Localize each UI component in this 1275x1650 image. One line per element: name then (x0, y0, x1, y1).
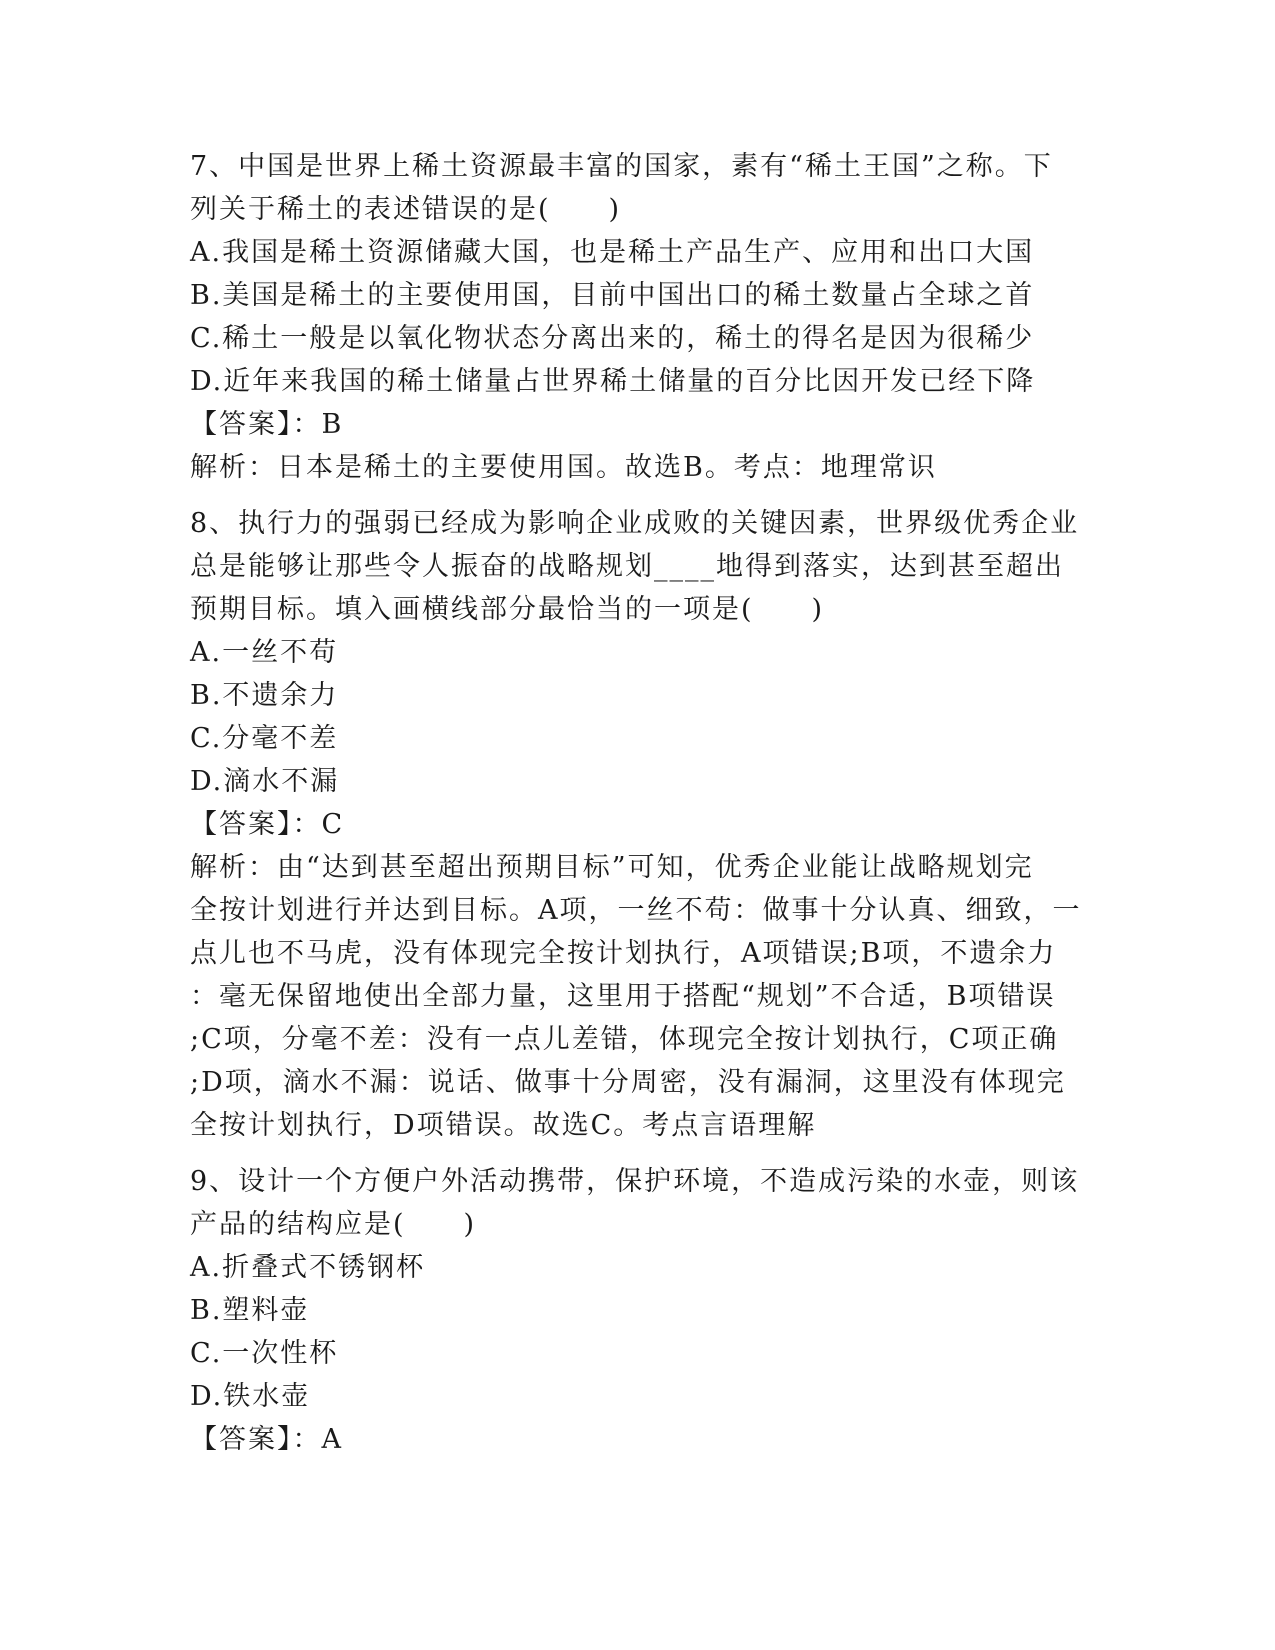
analysis-line: 点儿也不马虎，没有体现完全按计划执行，A项错误;B项，不遗余力 (190, 938, 1057, 969)
option-c: C.分毫不差 (190, 723, 339, 754)
answer-line: 【答案】：B (190, 409, 344, 440)
option-a: A.我国是稀土资源储藏大国，也是稀土产品生产、应用和出口大国 (190, 237, 1035, 268)
analysis-line: ;C项，分毫不差：没有一点儿差错，体现完全按计划执行，C项正确 (190, 1024, 1059, 1055)
option-a: A.折叠式不锈钢杯 (190, 1252, 426, 1283)
question-stem-line: 8、执行力的强弱已经成为影响企业成败的关键因素，世界级优秀企业 (190, 508, 1080, 539)
question-7 (190, 145, 1090, 489)
answer-line: 【答案】：A (190, 1424, 343, 1455)
analysis-line: 全按计划进行并达到目标。A项，一丝不苟：做事十分认真、细致，一 (190, 895, 1082, 926)
option-d: D.滴水不漏 (190, 766, 340, 797)
option-d: D.铁水壶 (190, 1381, 311, 1412)
option-c: C.稀土一般是以氧化物状态分离出来的，稀土的得名是因为很稀少 (190, 323, 1035, 354)
question-stem-line: 7、中国是世界上稀土资源最丰富的国家，素有“稀土王国”之称。下 (190, 151, 1053, 182)
analysis-line: ：毫无保留地使出全部力量，这里用于搭配“规划”不合适，B项错误 (190, 981, 1056, 1012)
analysis-line: ;D项，滴水不漏：说话、做事十分周密，没有漏洞，这里没有体现完 (190, 1067, 1066, 1098)
question-stem-line: 预期目标。填入画横线部分最恰当的一项是( ) (190, 594, 825, 625)
option-b: B.不遗余力 (190, 680, 339, 711)
question-stem-line: 9、设计一个方便户外活动携带，保护环境，不造成污染的水壶，则该 (190, 1166, 1080, 1197)
option-a: A.一丝不苟 (190, 637, 339, 668)
document-page (190, 145, 1090, 1461)
question-stem-line: 产品的结构应是( ) (190, 1209, 477, 1240)
analysis-line: 解析：日本是稀土的主要使用国。故选B。考点：地理常识 (190, 452, 937, 483)
question-8 (190, 502, 1090, 1147)
analysis-line: 解析：由“达到甚至超出预期目标”可知，优秀企业能让战略规划完 (190, 852, 1034, 883)
option-b: B.塑料壶 (190, 1295, 310, 1326)
analysis-line: 全按计划执行，D项错误。故选C。考点言语理解 (190, 1110, 817, 1141)
option-b: B.美国是稀土的主要使用国，目前中国出口的稀土数量占全球之首 (190, 280, 1035, 311)
question-stem-line: 列关于稀土的表述错误的是( ) (190, 194, 622, 225)
option-d: D.近年来我国的稀土储量占世界稀土储量的百分比因开发已经下降 (190, 366, 1036, 397)
question-9 (190, 1160, 1090, 1461)
option-c: C.一次性杯 (190, 1338, 339, 1369)
answer-line: 【答案】：C (190, 809, 345, 840)
question-stem-line: 总是能够让那些令人振奋的战略规划____地得到落实，达到甚至超出 (190, 551, 1064, 582)
